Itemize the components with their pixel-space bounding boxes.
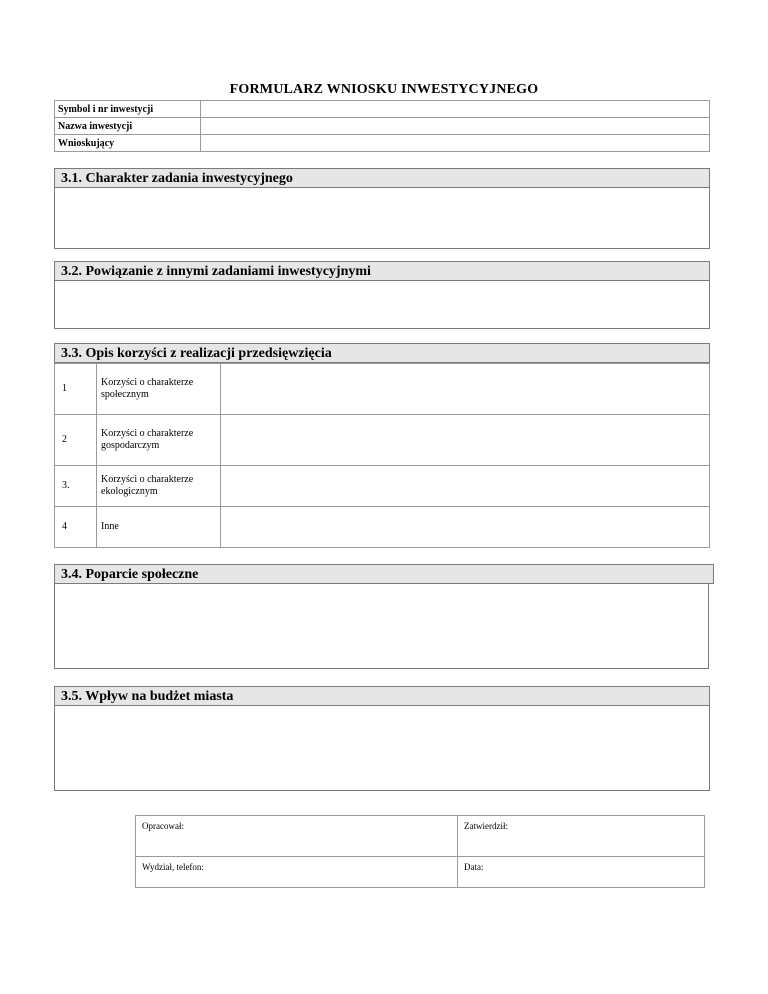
section-3-5-header: 3.5. Wpływ na budżet miasta	[54, 686, 710, 706]
benefit-number: 1	[55, 364, 97, 415]
investment-name-label: Nazwa inwestycji	[55, 118, 201, 135]
table-row	[55, 118, 710, 135]
investment-name-field[interactable]	[201, 118, 710, 135]
section-3-3-header: 3.3. Opis korzyści z realizacji przedsięwzięcia	[54, 343, 710, 363]
approved-by-field[interactable]: Zatwierdził:	[458, 816, 705, 857]
benefit-label: Korzyści o charakterze gospodarczym	[97, 415, 221, 466]
applicant-label: Wnioskujący	[55, 135, 201, 152]
benefit-field-economic[interactable]	[221, 415, 710, 466]
section-3-1-field[interactable]	[54, 188, 710, 249]
table-row	[136, 816, 705, 857]
benefit-field-social[interactable]	[221, 364, 710, 415]
table-row	[55, 507, 710, 548]
table-row	[55, 135, 710, 152]
benefit-field-ecological[interactable]	[221, 466, 710, 507]
benefit-field-other[interactable]	[221, 507, 710, 548]
form-title: FORMULARZ WNIOSKU INWESTYCYJNEGO	[229, 82, 539, 97]
section-3-2-field[interactable]	[54, 281, 710, 329]
applicant-field[interactable]	[201, 135, 710, 152]
benefits-table	[54, 363, 710, 548]
section-3-5-field[interactable]	[54, 706, 710, 791]
date-field[interactable]: Data:	[458, 857, 705, 888]
table-row	[136, 857, 705, 888]
benefit-label: Inne	[97, 507, 221, 548]
section-3-2-header: 3.2. Powiązanie z innymi zadaniami inwestycyjnymi	[54, 261, 710, 281]
investment-meta-table	[54, 100, 710, 152]
signature-table	[135, 815, 705, 888]
symbol-label: Symbol i nr inwestycji	[55, 101, 201, 118]
benefit-number: 4	[55, 507, 97, 548]
table-row	[55, 415, 710, 466]
symbol-field[interactable]	[201, 101, 710, 118]
prepared-by-field[interactable]: Opracował:	[136, 816, 458, 857]
department-phone-field[interactable]: Wydział, telefon:	[136, 857, 458, 888]
benefit-label: Korzyści o charakterze społecznym	[97, 364, 221, 415]
benefit-number: 3.	[55, 466, 97, 507]
table-row	[55, 466, 710, 507]
benefit-label: Korzyści o charakterze ekologicznym	[97, 466, 221, 507]
table-row	[55, 364, 710, 415]
benefit-number: 2	[55, 415, 97, 466]
section-3-4-field[interactable]	[54, 584, 709, 669]
section-3-1-header: 3.1. Charakter zadania inwestycyjnego	[54, 168, 710, 188]
section-3-4-header: 3.4. Poparcie społeczne	[54, 564, 714, 584]
table-row	[55, 101, 710, 118]
